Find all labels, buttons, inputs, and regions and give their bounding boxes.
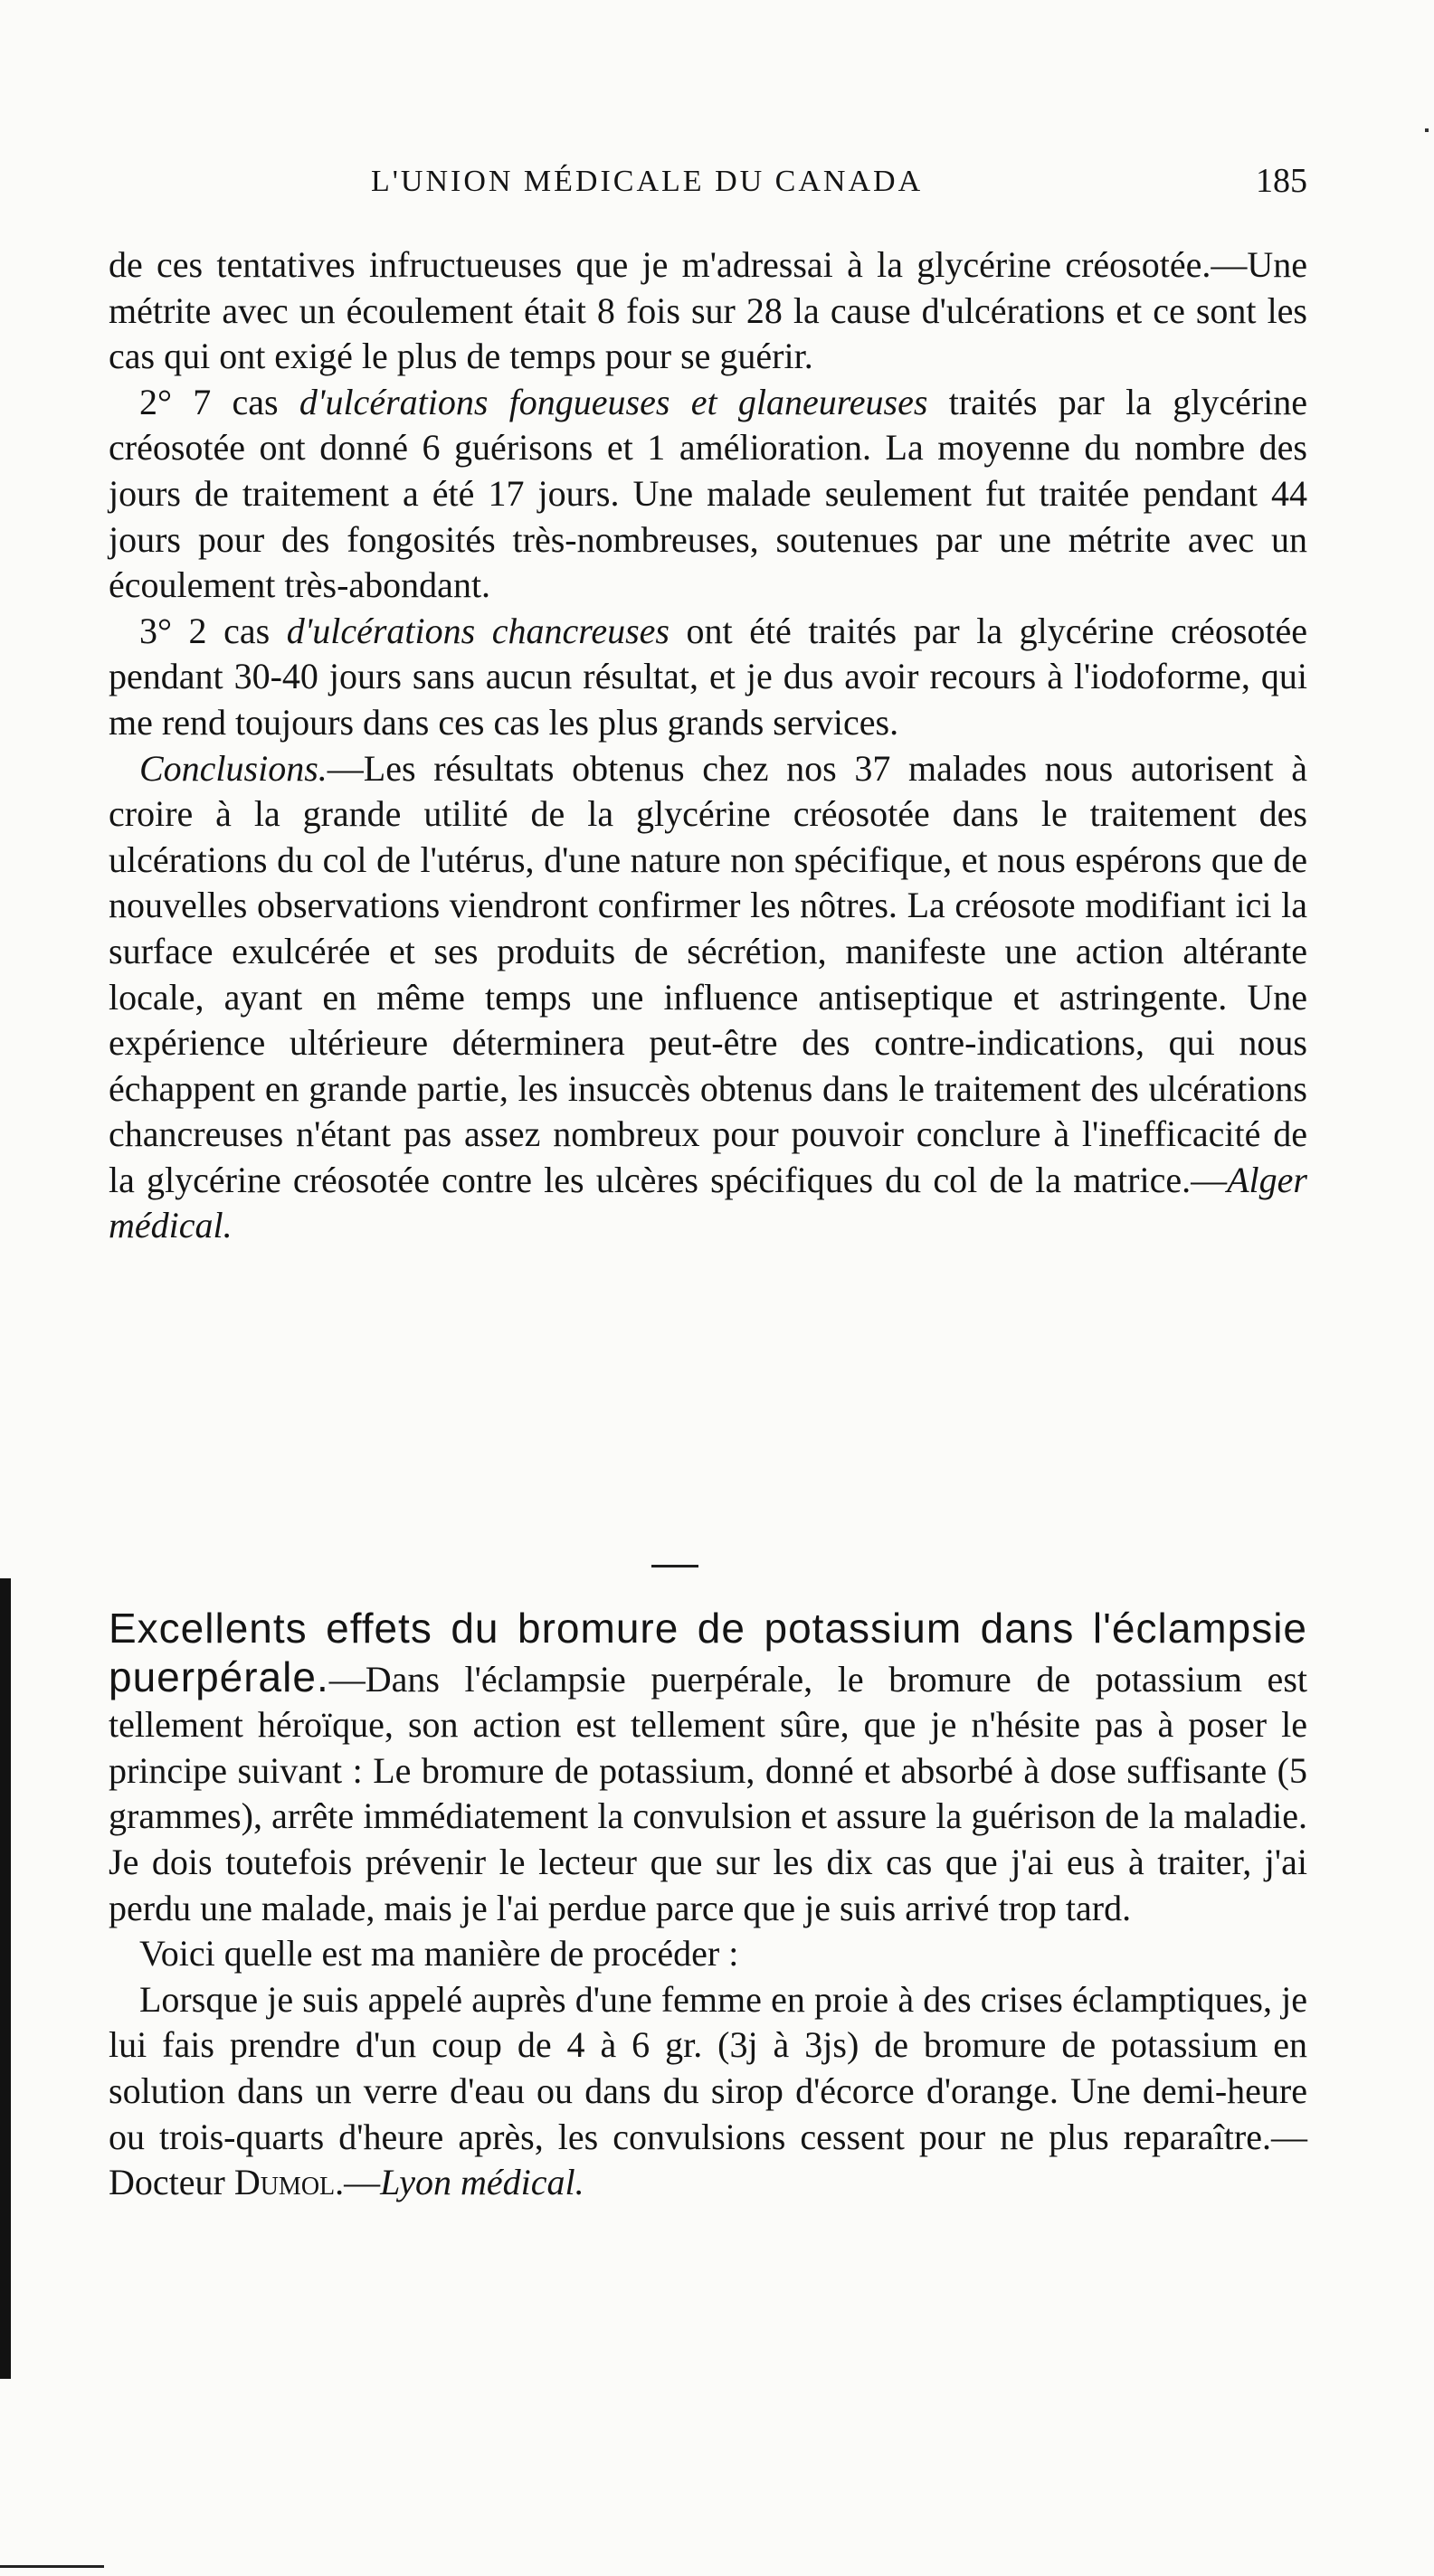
paragraph-emphasis: d'ulcérations fongueuses et glaneureuses (299, 381, 928, 422)
paragraph-continuation: de ces tentatives infructueuses que je m'adressai à la glycérine créosotée.—Une métrite avec un écoulement était 8 fois sur 28 la cause d'ulcérations et ce sont les cas qui ont exigé le plus de temps pour se guérir. (109, 244, 1307, 377)
paragraph-rest: traités par la glycérine créosotée ont donné 6 guérisons et 1 amélioration. La moyenne du nombre des jours de traitement a été 17 jours. Une malade seulement fut traitée pendant 44 jours pour des fongosités très-nombreuses, soutenues par une métrite avec un écoulement très-abondant. (109, 381, 1308, 606)
paragraph-lead: 3° 2 cas (139, 610, 287, 651)
paragraph-rest: —Les résultats obtenus chez nos 37 malades nous autorisent à croire à la grande utilité de la glycérine créosotée dans le traitement des ulcérations du col de l'utérus, d'une nature non spécifique, et nous espérons que de nouvelles observations viendront confirmer les nôtres. La créosote modifiant ici la surface exulcérée et ses produits de sécrétion, manifeste une action altérante locale, ayant en même temps une influence antiseptique et astringente. Une expérience ultérieure déterminera peut-être des contre-indications, qui nous échappent en grande partie, les insuccès obtenus dans le traitement des ulcérations chancreuses n'étant pas assez nombreux pour pouvoir conclure à l'inefficacité de la glycérine créosotée contre les ulcères spécifiques du col de la matrice.— (109, 747, 1307, 1200)
page-speck (1425, 128, 1429, 132)
article-bromure (109, 1605, 1307, 2206)
paragraph-emphasis: d'ulcérations chancreuses (286, 610, 670, 651)
paragraph-lead: 2° 7 cas (139, 381, 299, 422)
page-header (109, 162, 1307, 210)
paragraph-chancrous-ulcerations (109, 609, 1307, 746)
body-text (109, 242, 1307, 1249)
article-paragraph-method (109, 1977, 1307, 2206)
article-headline: Excellents effets du bromure de potassium dans l'éclampsie puerpérale. (109, 1605, 1307, 1700)
footer-rule (0, 2565, 104, 2568)
document-page (109, 0, 1307, 2576)
citation-dash: — (344, 2162, 381, 2203)
conclusions-label: Conclusions. (139, 747, 328, 789)
page-number: 185 (1256, 162, 1307, 200)
scan-margin-shadow (0, 1578, 11, 2379)
paragraph-fungous-ulcerations (109, 380, 1307, 609)
running-title: L'UNION MÉDICALE DU CANADA (371, 165, 924, 198)
paragraph-conclusions (109, 746, 1307, 1250)
article-method-text: Lorsque je suis appelé auprès d'une femme en proie à des crises éclamptiques, je lui fais prendre d'un coup de 4 à 6 gr. (3j à 3js) de bromure de potassium en solution dans un verre d'eau ou dans du sirop d'écorce d'orange. Une demi-heure ou trois-quarts d'heure après, les convulsions cessent pour ne plus reparaître.—Docteur (109, 1978, 1307, 2203)
author-name: Dumol. (233, 2162, 345, 2203)
paragraph-rest: ont été traités par la glycérine créosotée pendant 30-40 jours sans aucun résultat, et je dus avoir recours à l'iodoforme, qui me rend toujours dans ces cas les plus grands services. (109, 610, 1308, 743)
article-intro: —Dans l'éclampsie puerpérale, le bromure de potassium est tellement héroïque, son action est tellement sûre, que je n'hésite pas à poser le principe suivant : Le bromure de potassium, donné et absorbé à dose suffisante (5 grammes), arrête immédiatement la convulsion et assure la guérison de la maladie. Je dois toutefois prévenir le lecteur que sur les dix cas que j'ai eus à traiter, j'ai perdu une malade, mais je l'ai perdue parce que je suis arrivé trop tard. (109, 1658, 1307, 1928)
section-divider (651, 1565, 698, 1567)
article-intro-paragraph (109, 1605, 1307, 1931)
source-citation: Alger médical. (109, 1159, 1307, 1246)
source-citation: Lyon médical. (380, 2162, 584, 2203)
article-paragraph-procedure: Voici quelle est ma manière de procéder : (139, 1933, 739, 1975)
